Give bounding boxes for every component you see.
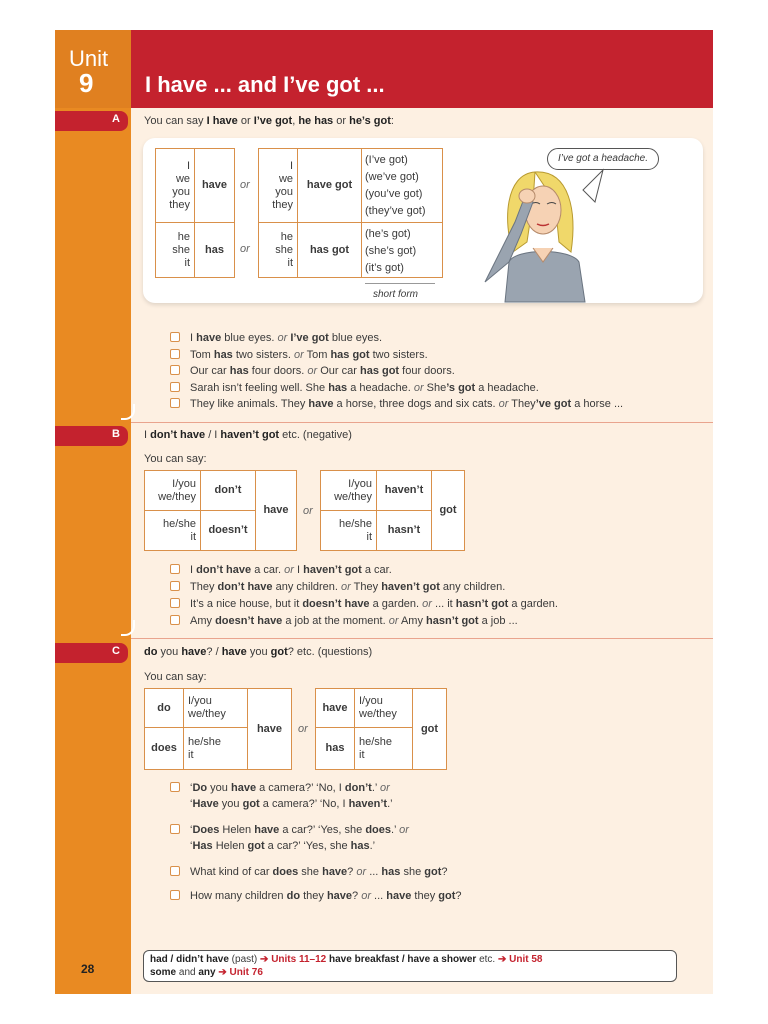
have-cell: have (322, 701, 348, 714)
pronouns-plural: I we you they (272, 159, 293, 211)
section-tab-label: C (112, 645, 120, 657)
or-label: or (240, 243, 250, 255)
example-item: They don’t have any children. or They haven’t got any children. (170, 579, 558, 596)
negative-have-table (144, 470, 297, 551)
page-number: 28 (81, 962, 95, 976)
section-tab-a (55, 111, 128, 131)
example-item-line: ‘Has Helen got a car?’ ‘Yes, she has.’ (190, 840, 376, 852)
question-have-table (144, 688, 292, 770)
section-tab-label: A (112, 113, 120, 125)
have-table (155, 148, 235, 278)
example-item: I have blue eyes. or I’ve got blue eyes. (170, 330, 623, 347)
have-cell: have (201, 179, 228, 191)
pronoun-cell: I/you we/they (188, 695, 226, 720)
got-cell: got (439, 504, 457, 516)
section-b-examples (170, 562, 558, 630)
has-got-cell: has got (309, 243, 350, 256)
section-curve (121, 404, 135, 420)
or-label: or (303, 505, 313, 517)
example-item: Our car has four doors. or Our car has got four doors. (170, 363, 623, 380)
section-a-examples (170, 330, 623, 413)
example-item: How many children do they have? or ... have they got? (170, 888, 462, 904)
have-got-table (258, 148, 443, 278)
title-bar (131, 30, 713, 108)
negative-have-got-table (320, 470, 465, 551)
has-cell: has (325, 742, 345, 754)
you-can-say: You can say: (144, 671, 207, 683)
has-cell: has (205, 243, 224, 256)
example-item: Tom has two sisters. or Tom has got two sisters. (170, 347, 623, 364)
page-title: I have ... and I’ve got ... (145, 72, 385, 97)
does-cell: does (151, 742, 177, 754)
pronouns-singular: he she it (275, 230, 293, 269)
short-forms-singular: (he’s got) (she’s got) (it’s got) (365, 228, 417, 274)
question-have-got-table (315, 688, 447, 770)
or-label: or (240, 179, 250, 191)
example-item: They like animals. They have a horse, three dogs and six cats. or They’ve got a horse ... (170, 396, 623, 413)
page (55, 30, 713, 994)
section-curve (121, 620, 135, 636)
got-cell: got (420, 722, 439, 735)
hasnt-cell: hasn’t (387, 524, 421, 536)
pronoun-cell: he/she it (162, 517, 196, 543)
have-got-cell: have got (306, 179, 353, 191)
section-divider (131, 422, 713, 423)
section-b-intro: I don’t have / I haven’t got etc. (negative) (144, 429, 352, 441)
side-margin (55, 30, 131, 994)
unit-link[interactable]: ➔ Unit 76 (215, 967, 263, 978)
pronoun-cell: I/you we/they (158, 477, 196, 503)
have-cell: have (256, 722, 283, 735)
section-tab-c (55, 643, 128, 663)
short-form-label: short form (373, 289, 419, 300)
speech-bubble: I’ve got a headache. (547, 148, 659, 170)
unit-number: 9 (79, 68, 94, 98)
section-tab-b (55, 426, 128, 446)
pronouns-plural: I we you they (169, 159, 190, 211)
have-cell: have (263, 504, 289, 516)
dont-cell: don’t (214, 484, 242, 496)
section-tab-label: B (112, 428, 120, 440)
example-item: It’s a nice house, but it doesn’t have a garden. or ... it hasn’t got a garden. (170, 596, 558, 613)
pronoun-cell: I/you we/they (334, 477, 372, 503)
woman-with-headache-illustration (475, 162, 615, 304)
do-cell: do (157, 701, 171, 714)
unit-link[interactable]: ➔ Units 11–12 (260, 954, 327, 965)
pronoun-cell: he/she it (188, 735, 222, 761)
pronoun-cell: he/she it (359, 735, 393, 761)
or-label: or (298, 723, 308, 735)
section-c-examples (170, 780, 462, 904)
example-item: Amy doesn’t have a job at the moment. or Amy hasn’t got a job ... (170, 613, 558, 630)
cross-reference-box (143, 950, 677, 982)
example-item: Sarah isn’t feeling well. She has a headache. or She’s got a headache. (170, 380, 623, 397)
example-item: What kind of car does she have? or ... has she got? (170, 864, 462, 880)
section-c-intro: do you have? / have you got? etc. (questions) (144, 646, 373, 658)
unit-label: Unit (69, 46, 109, 71)
example-item: ‘Do you have a camera?’ ‘No, I don’t.’ or (170, 780, 462, 796)
example-item-line: ‘Have you got a camera?’ ‘No, I haven’t.’ (190, 798, 393, 810)
pronoun-cell: he/she it (338, 517, 372, 543)
you-can-say: You can say: (144, 453, 207, 465)
doesnt-cell: doesn’t (208, 524, 248, 536)
unit-link[interactable]: ➔ Unit 58 (498, 954, 543, 965)
section-a-intro: You can say I have or I’ve got, he has or he’s got: (144, 115, 394, 127)
example-item: I don’t have a car. or I haven’t got a car. (170, 562, 558, 579)
havent-cell: haven’t (384, 484, 424, 496)
unit-box (55, 30, 131, 108)
cross-reference-line: some and any ➔ Unit 76 (150, 967, 263, 978)
pronouns-singular: he she it (172, 230, 190, 269)
section-divider (131, 638, 713, 639)
cross-reference-line: had / didn’t have (past) ➔ Units 11–12 have breakfast / have a shower etc. ➔ Unit 58 (150, 954, 543, 965)
pronoun-cell: I/you we/they (359, 695, 397, 720)
short-forms-plural: (I’ve got) (we’ve got) (you’ve got) (they’ve got) (365, 154, 426, 217)
example-item: ‘Does Helen have a car?’ ‘Yes, she does.’ or (170, 822, 462, 838)
